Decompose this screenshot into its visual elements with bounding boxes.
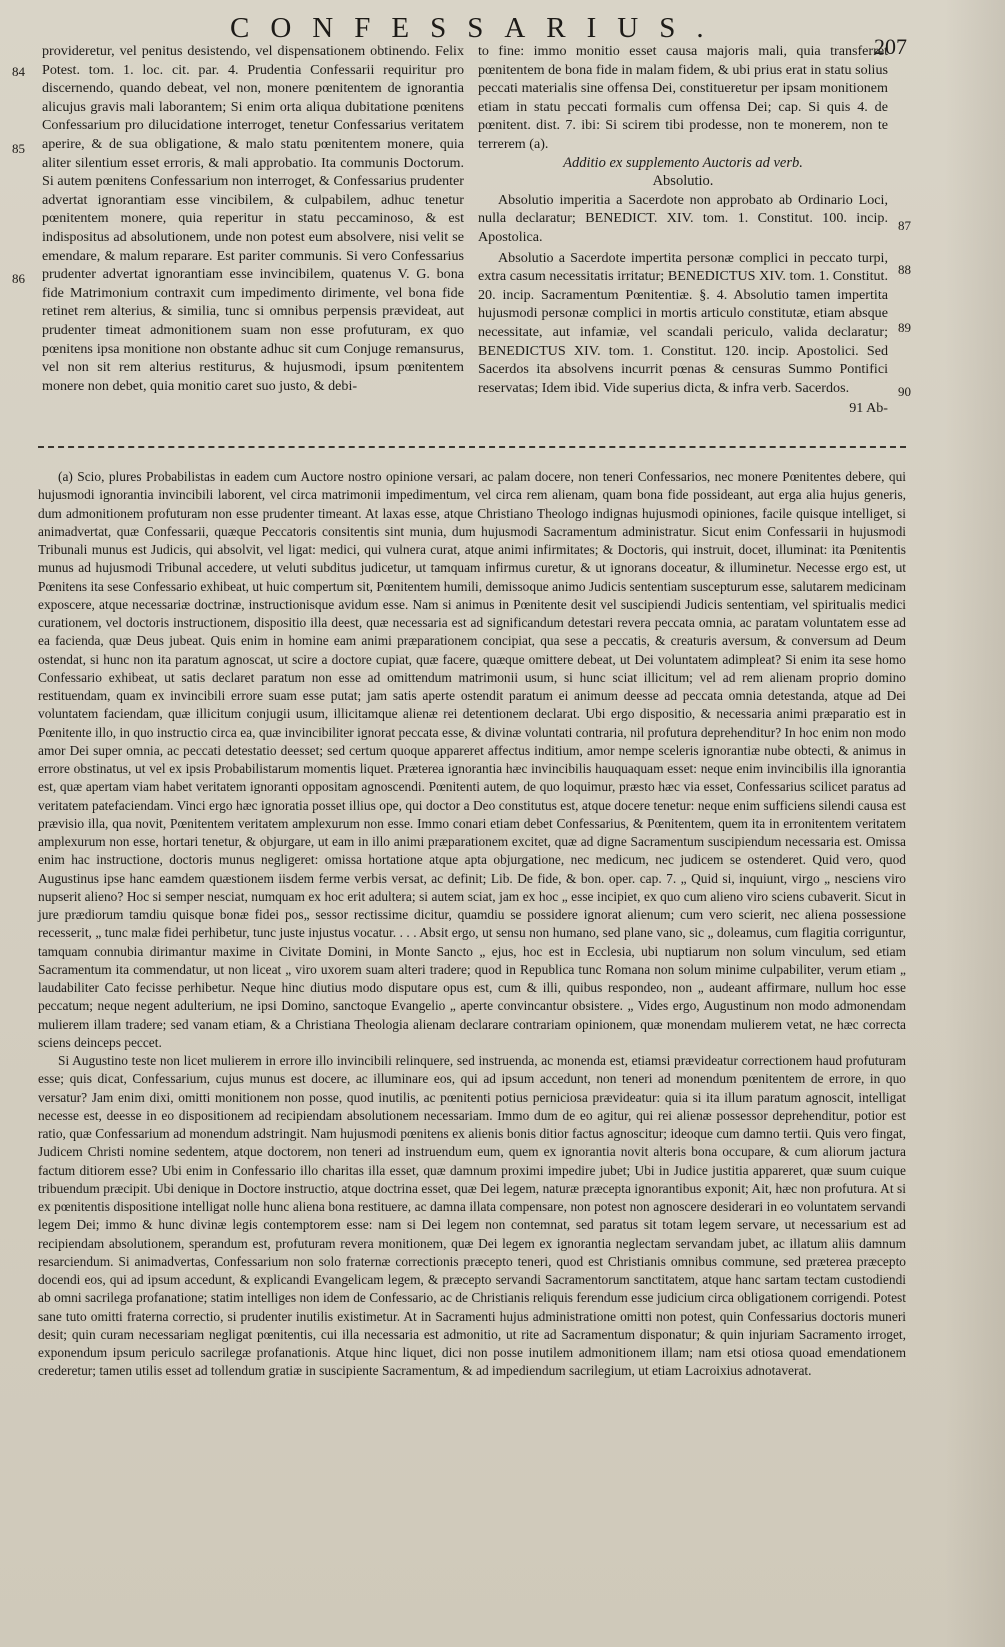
footnote [38,468,906,1381]
scan-shadow [945,0,1005,1647]
right-column-text: to fine: immo monitio esset causa majoris mali, quia transferret pœnitentem de bona fide in malam fidem, & ubi prius erat in statu solius peccati materialis sine offensa Dei, constitueretur per ipsam monitionem etiam in statu peccati formalis cum offensa Dei; cap. Si quis 4. de pœnitent. dist. 7. ibi: Si scirem tibi prodesse, non te monerem, non te terrerem (a). [478,43,888,152]
page-header [0,8,1005,59]
running-title: CONFESSARIUS. [230,12,725,44]
footnote-separator [38,446,906,448]
catchword: 91 Ab- [849,400,888,417]
entry-87: Absolutio imperitia a Sacerdote non approbato ab Ordinario Loci, nulla declaratur; BENEDICT. XIV. tom. 1. Constitut. 100. incip. Apostolica. [478,191,888,245]
margin-number-89: 89 [898,320,911,335]
footnote-paragraph-2: Si Augustino teste non licet mulierem in errore illo invincibili relinquere, sed instruenda, ac monenda est, etiamsi prævideatur correctionem haud profuturam esse; quis dicat, Confessarium, cujus munus est docere, ac illuminare eos, qui ad ipsum accedunt, non teneri ad monendum pœnitentem de errore, in quo versatur? Jam enim dixi, omitti monitionem non posse, quod inutilis, ac pœnitenti potius perniciosa prævideatur: quia si ita illum paratum agnoscit, intelligat necesse est, deesse in eo dispositionem ad recipiendam absolutionem necessariam. Immo dum de eo agitur, qui rei alienæ possessor deprehenditur, potior est ratio, quæ Confessarium ad monendum adstringit. Nam hujusmodi pœnitens ex alienis bonis ditior factus agnoscitur; ideoque cum damno tertii. Quis vero fingat, Judicem Christi nomine sedentem, atque doctorem, non teneri ad instruendum eum, quem ex ignorantia novit alteris bona occupare, & cum aliorum jactura factum ditiorem esse? Ubi enim in Confessario illo charitas illa esset, quæ damnum proximi impedire jubet; Ubi in Judice justitia appareret, quæ suum cuique tribuendum præcipit. Ubi denique in Doctore instructio, atque doctrina esset, quæ Dei legem, naturæ præcepta ignorantibus exponit; Ait, hæc non profutura. At si ex pœnitentis dispositione intelligat nolle hunc aliena bona restituere, ac damna illata compensare, non potest non agnoscere desiderari in eo voluntatem servandi legem Dei; immo & hunc divinæ legis contemptorem esse: nam si Dei legem non contemnat, sed paratus sit totam legem servare, ut necessarium est ad recipiendam absolutionem, sperandum est, profuturam revera monitionem, quæ Dei legem ex ignorantia neglectam servandam jubet, ac illatum aliis damnum resarciendum. Si animadvertas, Confessarium non solo fraternæ correctionis præcepto teneri, quod est Christianis omnibus commune, sed præterea præcepto docendi eos, qui ad ipsum accedunt, & explicandi Evangelicam legem, & præcepto servandi Sacramentorum sanctitatem, atque hanc sartam tectam custodiendi ab omni sacrilega profanatione; statim intelliges non idem de Confessario, ac de Christianis reliquis ferendum esse judicium circa obligationem corrigendi. Potest sane tuto omitti fraterna correctio, si prudenter inutilis existimetur. At in Sacramenti hujus administratione omitti non potest, quin Confessarius doctoris muneri desit; quin curam necessariam negligat pœnitentis, cui illa necessaria est admonitio, ut rite ad Sacramentum disponatur; & quin injuriam Sacramento irroget, exponendum ipsum periculo sacrilegæ profanationis. Atque hinc liquet, dici non posse inutilem admonitionem illam; nam etsi otiosa quoad emendationem crederetur; tamen utilis esset ad tollendum gratiæ in suscipiente Sacramentum, & ad impediendum sacrilegium, ut etiam Lacroixius adnotaverat. [38,1053,906,1379]
entry-88: Absolutio a Sacerdote impertita personæ complici in peccato turpi, extra casum necessitatis irritatur; BENEDICTUS XIV. tom. 1. Constitut. 20. incip. Sacramentum Pœnitentiæ. §. 4. Absolutio tamen impertita hujusmodi personæ complici in mortis articulo constitutæ, etiam absque necessitate, aut infamiæ, vel scandali periculo, valida declaratur; BENEDICTUS XIV. tom. 1. Constitut. 120. incip. Apostolici. Sed Sacerdos ita absolvens incurrit pœnas & censuras Summo Pontifici reservatas; Idem ibid. Vide superius dicta, & infra verb. Sacerdos. [478,249,888,396]
margin-number-90: 90 [898,384,911,399]
margin-number-84: 84 [12,64,25,79]
footnote-paragraph-1: (a) Scio, plures Probabilistas in eadem cum Auctore nostro opinione versari, ac palam docere, non teneri Confessarios, nec monere Pœnitentes debere, qui hujusmodi ignorantia invincibili laborent, vel circa matrimonii impedimentum, vel circa rem alienam, quam bona fide possideant, aut erga alia hujus generis, dum admonitionem profuturam non esse prudenter timeant. At laxas esse, atque Christiano Theologo indignas hujusmodi opiniones, facile quisque intelliget, si animadvertat, quæ Confessarii, quæque Peccatoris consitentis sint munia, dum hujusmodi Sacramentum administratur. Sicut enim Confessarii in hujusmodi Tribunali munus est Judicis, qui absolvit, vel ligat: medici, qui vulnera curat, atque animi infirmitates; & Doctoris, qui instruit, docet, illuminat: ita Pœnitentis munus ad hujusmodi Tribunal accedere, ut veluti subditus judicetur, ut tamquam infirmus curetur, & ut ignorans doceatur, & illuminetur. Necesse ergo est, ut Pœnitens ita sese Confessario exhibeat, ut huic compertum sit, Pœnitentem humili, demissoque animo Judicis sententiam suscepturum esse, salutarem medicinam exposcere, atque necessariæ doctrinæ, instructionisque avidum esse. Nam si animus in Pœnitente desit vel suscipiendi Judicis sententiam, vel spiritualis medici curationem, vel doctoris instructionem, dispositio illa deest, quæ necessaria est ad significandum detestari revera peccata omnia, ac paratam voluntatem esse ad ea facienda, quæ Deus jubeat. Quis enim in homine eam animi præparationem concipiat, qua sese a peccatis, & creaturis aversum, & conversum ad Deum ostendat, si hunc non ita paratum agnoscat, ut scire a doctore cupiat, quæ facere, quæque omittere debeat, ut Dei voluntatem adimpleat? Si enim ita sese homo Confessario exhibeat, ut satis declaret paratum non esse ad omittendum matrimonii usum, si hunc sciat illicitum; vel ad rem alienam proprio domino restituendam, quam ex invincibili errore suam esse putat; jam satis aperte ostendit paratum ei animum deesse ad peccata omnia detestanda, atque ad Dei voluntatem faciendam, quæ illicitum conjugii usum, illicitamque alienæ rei detentionem declarat. Ubi ergo dispositio, & necessaria animi præparatio est in Pœnitente illo, in quo instructio circa ea, quæ invincibiliter ignorat peccata esse, & divinæ voluntati contraria, nil profutura deprehenditur? In hoc enim non modo amor Dei super omnia, ac peccati detestatio deesset; sed certum quoque appareret affectus inditium, amor nempe sceleris ignorantiæ nube obtecti, & animus in errore obstinatus, ut vel ex ipsis Probabilistarum momentis liquet. Præterea ignorantia hæc invincibilis hauquaquam esset: neque enim invincibilis illa ignorantia est, quæ apertam viam habet veritatem ignoranti oppositam agnoscendi. Pœnitenti autem, de quo loquimur, præsto hæc via esset, Confessarius scilicet paratus ad veritatem patefaciendam. Vinci ergo hæc ignoratia posset illius ope, qui doctor a Deo constitutus est, atque docere tenetur: neque enim sufficiens silendi causa est prævisio illa, qua novit, Pœnitentem veritatem amplexurum non esse. Immo conari etiam debet Confessarius, & Pœnitentem, quem ita in erronitentem veritatem amplexurum non esse, hortari tenetur, & objurgare, ut eam in illo animi præparationem excitet, quæ ad digne Sacramentum suscipiendum necessaria est. Omissa enim hac instructione, doctoris munus negligeret: omissa hortatione atque apta objurgatione, nec medicum, nec judicem se ostenderet. Quid vero, quod Augustinus ipse hanc eamdem quæstionem iisdem ferme verbis versat, ac definit; Lib. De fide, & bon. oper. cap. 7. „ Quid si, inquiunt, virgo „ nesciens viro nupserit alieno? Hoc si semper nesciat, numquam ex hoc erit adultera; si autem sciat, jam ex hoc „ esse incipiet, ex quo cum alieno viro sciens cubaverit. Sicut in jure prædiorum tamdiu quisque bonæ fidei pos„ sessor rectissime dicitur, quamdiu se possidere ignorat alienum; cum vero scierit, nec aliena possessione recesserit, „ tunc malæ fidei perhibetur, tunc juste injustus vocatur. . . . Absit ergo, ut sensu non humano, sed plane vano, sic „ doleamus, cum flagitia corriguntur, tamquam connubia dirimantur maxime in Civitate Domini, in Monte Sancto „ ejus, hoc est in Ecclesia, ubi nuptiarum non solum vinculum, sed etiam Sacramentum ita commendatur, ut non liceat „ viro uxorem suam alteri tradere; quod in Republica tunc Romana non solum minime culpabiliter, verum etiam „ laudabiliter Cato fecisse perhibetur. Neque hinc diutius modo disputare opus est, cum & illi, quibus respondeo, non „ audeant affirmare, nullum hoc esse peccatum; neque negent adulterium, ne ipsi Domino, sanctoque Evangelio „ aperte convincantur obsistere. „ Vides ergo, Augustinum non modo admonendam mulierem illam tradere; sed vanam etiam, & a Christiana Theologia alienam declarare contrariam opinionem, quæ monendam mulierem vetat, ne hæc correcta sciens deinceps peccet. [38,469,906,1050]
addition-title: Additio ex supplemento Auctoris ad verb. [563,154,803,171]
right-column [478,42,888,418]
margin-number-85: 85 [12,141,25,156]
margin-number-87: 87 [898,218,911,233]
page-number: 207 [874,34,907,59]
margin-number-88: 88 [898,262,911,277]
left-column [42,42,464,395]
margin-number-86: 86 [12,271,25,286]
addition-subtitle: Absolutio. [652,173,714,190]
left-column-text: provideretur, vel penitus desistendo, vel dispensationem obtinendo. Felix Potest. tom. 1. loc. cit. par. 4. Prudentia Confessarii requiritur pro discernendo, quando debeat, vel non, monere pœnitentem de ignorantia alicujus gravis mali laborantem; Si enim orta aliqua dubitatione pœnitens Confessarium pro dilucidatione interroget, tenetur Confessarius veritatem aperire, & de sua obligatione, & malo statu pœnitentem monere, quia aliter silentium esset erroris, & mali approbatio. Ita communis Doctorum. Si autem pœnitens Confessarium non interroget, & Confessarius prudenter advertat ignorantiam esse vincibilem, & culpabilem, adhuc tenetur pœnitentem monere, quia reperitur in statu peccaminoso, & est indispositus ad absolutionem, unde non potest eum absolvere, nisi velit se emendare, & malum reparare. Est pariter communis. Si vero Confessarius prudenter advertat ignorantiam esse invincibilem, quatenus V. G. bona fide Matrimonium contraxit cum impedimento dirimente, vel bona fide retinet rem alterius, & similia, tunc si omnibus perpensis prævideat, aut prudenter timeat admonitionem suam non esse profuturam, ex quo pœnitens ipsa monitione non obstante adhuc sit cum Conjuge remansurus, vel non sit rem alterius restiturus, & hujusmodi, ipsum pœnitentem monere non debet, quia monitio caret suo justo, & debi- [42,43,464,394]
